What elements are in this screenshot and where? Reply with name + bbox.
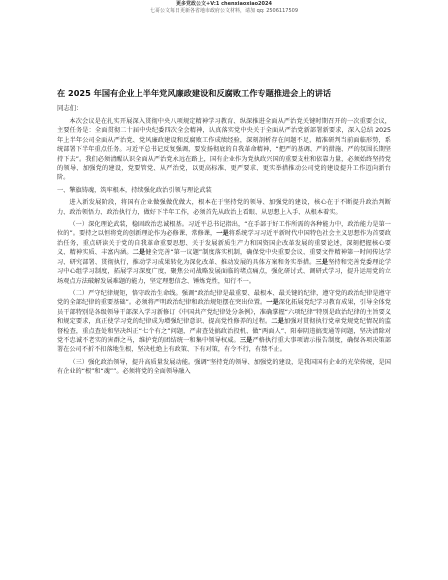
paragraph-text: 进入新发展阶段，将国有企业做强做优做大，根本在于坚持党的领导、加强党的建设，核心在于不断提升政治判断力、政治领悟力、政治执行力，做好下半年工作，必须首先从政治上看眼、从思想上入手、从根本着实。: [57, 199, 391, 216]
document-body: [57, 88, 391, 380]
paragraph-text: 一、擎旗铸魂，筑牢根本，持续强化政治引领与理论武装: [57, 186, 212, 194]
subsection-lead: （二）严守纪律规矩，恪守政治生命线。: [69, 289, 182, 297]
paragraph-text: 强调“坚持党的领导、加强党的建设，是我国国有企业的光荣传统，是国有企业的“根”和“魂””。必须将党的全面领导融入: [57, 358, 391, 376]
enumerator-marker: 二是: [271, 318, 284, 326]
enumerator-marker: 一是: [216, 230, 229, 238]
paragraph-text: 本次会议是在扎实开展深入贯彻中央八项规定精神学习教育、纵深推进全面从严治党关键时期召开的一次重要会议，主要任务是：全面贯彻二十届中央纪委四次全会精神，认真落实党中央关于全面从严治党新部署新要求，深入总结 2025 年上半年公司全面从严治党、党风廉政建设和反腐败工作成绩经验，深刻剖析存在问题不足，精准研判当前面临形势，系统部署下半年重点任务。习近平总书记反复强调，要发扬彻底的自我革命精神，“把严的基调、严的措施、严的氛围长期坚持下去”。我们必须清醒认识全面从严治党永远在路上，国有企业作为党执政兴国的重要支柱和依靠力量，必须始终坚持党的领导、加强党的建设，党要管党、从严治党，以更高标准、更严要求、更实举措推动公司党的建设提升工作迈向新台阶。: [57, 118, 391, 182]
subsection-lead: （三）强化政治领导，提升高质量发展动能。: [69, 358, 195, 366]
enumerator-marker: 三是: [315, 258, 329, 266]
body-paragraph: [57, 220, 391, 286]
enumerator-marker: 三是: [239, 336, 253, 344]
header-line-1: 更多党政公文+V:1 chenxiaoxiao2024: [176, 1, 272, 7]
body-paragraph: [57, 289, 391, 355]
page-header: [0, 0, 448, 24]
body-paragraph: [57, 117, 391, 183]
paragraph-text: 强调“政治纪律是最重要、最根本、最关键的纪律，遵守党的政治纪律是遵守党的全部纪律的重要基础”。必须将严明政治纪律和政治规矩摆在突出位置。一是深化拓展党纪学习教育成果，引导全体党员干部特别是各级领导干部深入学习新修订《中国共产党纪律处分条例》，准确掌握“六项纪律”特别是政治纪律的主旨要义和规定要求，真正使学习党的纪律成为增强纪律意识、提高党性修养的过程。二是加强对贯彻执行党章党规党纪情况的监督检查，重点查处和坚决纠正“七个有之”问题，严肃查处搞政治投机、做“两面人”、阳奉阴违搞变通等问题，坚决清除对党不忠诚不老实的害群之马，维护党的团结统一和集中领导权威。三是严格执行重大事项请示报告制度，确保各项决策部署在公司不折不扣落地生根，坚决杜绝上有政策、下有对策，有令不行，有禁不止。: [57, 289, 392, 354]
body-paragraph: [57, 198, 391, 217]
enumerator-marker: 二是: [132, 249, 146, 257]
paragraph-text: 习近平总书记指出，“在手部于好工作所需的各种能力中，政治能力是第一位的”。要持之以恒将党的创新理论作为必修课、常修课，一是将系统学习习近平新时代中国特色社会主义思想作为首要政治任务，重点研读关于党的自我革命重要思想、关于发展新质生产力和国资国企改革发展的重要论述，深刻把握核心要义、精神实质、丰富内涵。二是健全完善“第一议题”制度落实机制，确保党中央重要会议、重要文件精神第一时间传达学习、研究部署、贯彻执行，推动学习成果转化为深化改革、推动发展的具体方案和务实举措。三是坚持和完善党委理论学习中心组学习制度，拓展学习深度广度，聚焦公司战略发展面临的堵点痛点，强化研讨式、调研式学习，提升运用党的立场观点方法破解发展难题的能力，坚定理想信念、锤炼党性，知行不一。: [57, 221, 392, 285]
subsection-lead: （一）深化理论武装，稳固政治忠诚根基。: [69, 221, 189, 229]
paragraph-list: [57, 117, 391, 377]
section-heading: [57, 186, 391, 195]
document-title: 在 2025 年国有企业上半年党风廉政建设和反腐败工作专题推进会上的讲话: [57, 88, 332, 98]
enumerator-marker: 一是: [266, 299, 279, 307]
greeting: 同志们：: [57, 104, 83, 112]
body-paragraph: [57, 358, 391, 377]
header-line-2: 七哥公文每日更新各省地市政府公文材料，请加 qq: 2506117509: [149, 8, 299, 14]
